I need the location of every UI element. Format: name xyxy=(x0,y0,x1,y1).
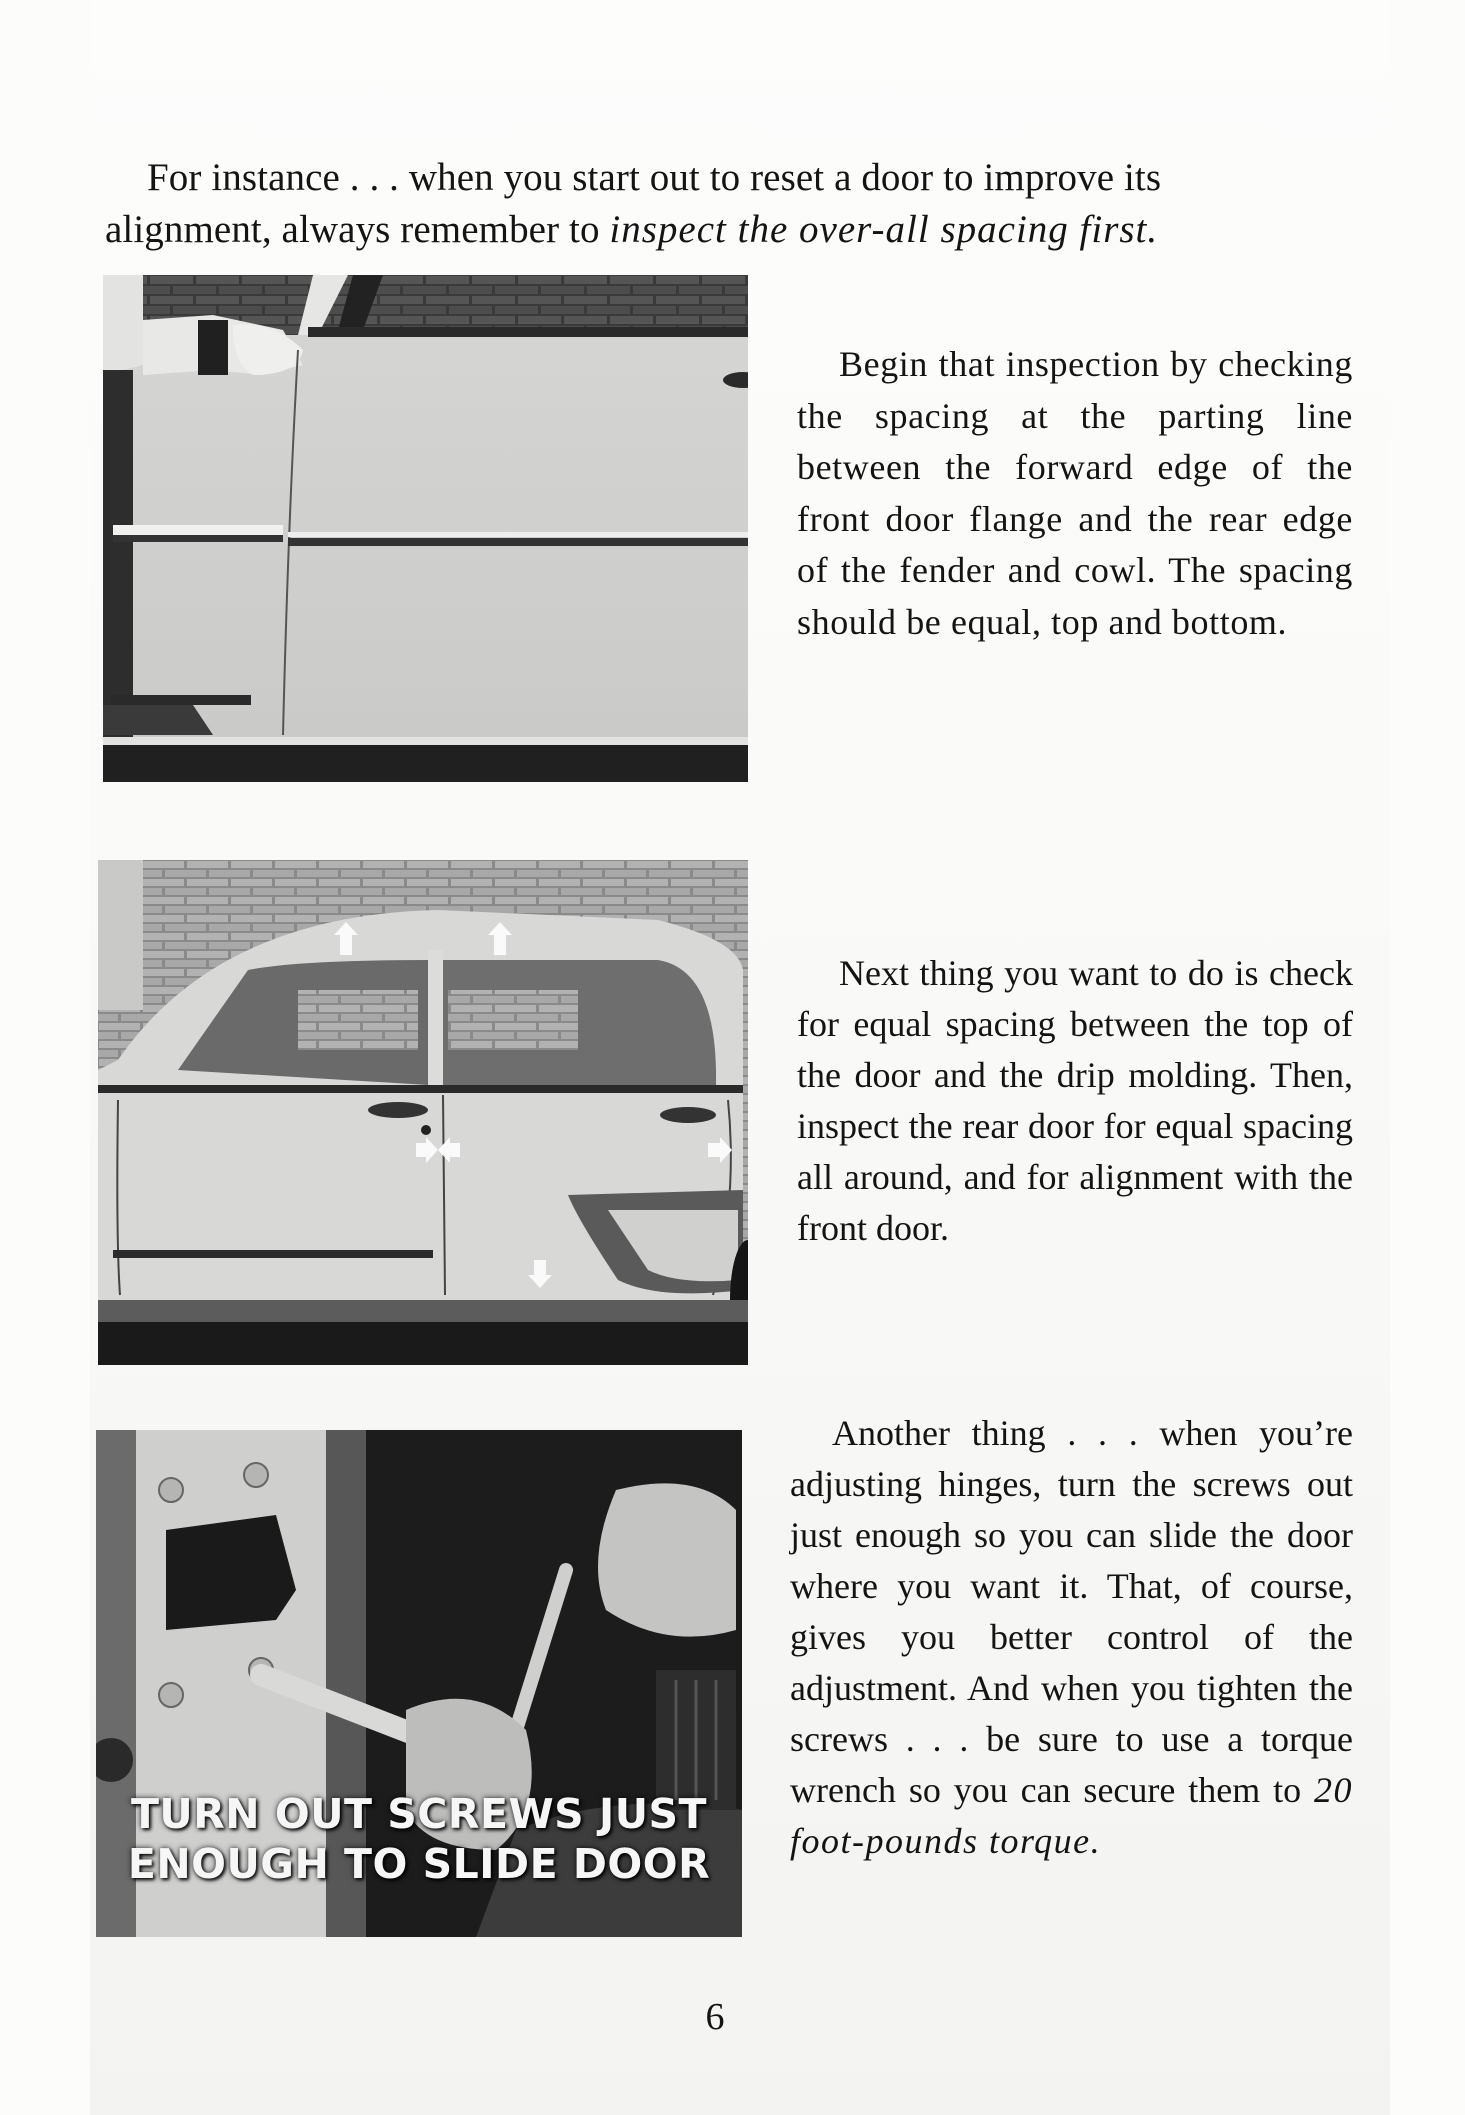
photo-hinge-torque-wrench xyxy=(96,1430,742,1937)
photo-caption-line-1: TURN OUT SCREWS JUST xyxy=(130,1790,708,1838)
intro-line-1: For instance . . . when you start out to reset a door to improve its xyxy=(147,156,1162,199)
paragraph-drip-molding xyxy=(797,948,1353,1254)
paragraph-3-text: Another thing . . . when you’re adjusting hinges, turn the screws out just enough so you can slide the door where you want it. That, of course, gives you better control of the adjustment. And when you tighten the screws . . . be sure to use a torque wrench so you can secure them to xyxy=(790,1413,1353,1810)
intro-emphasis: inspect the over-all spacing first. xyxy=(609,208,1159,251)
photo-caption-line-2: ENOUGH TO SLIDE DOOR xyxy=(127,1840,711,1888)
paragraph-3 xyxy=(790,1408,1353,1867)
photo-caption xyxy=(96,1789,742,1889)
intro-line-2-text: alignment, always remember to xyxy=(105,208,610,251)
photo-sedan-door-spacing xyxy=(98,860,748,1365)
photo-1-illustration xyxy=(103,275,748,782)
intro-line-2 xyxy=(105,204,1365,256)
photo-fender-door-parting-line xyxy=(103,275,748,782)
intro-paragraph xyxy=(105,152,1365,256)
paragraph-2-text: Next thing you want to do is check for equal spacing between the top of the door and the drip molding. Then, inspect the rear door for equal spacing all around, and for alignment with the front door. xyxy=(797,953,1353,1248)
photo-2-illustration xyxy=(98,860,748,1365)
paragraph-hinge-adjustment xyxy=(790,1408,1353,1867)
paragraph-spacing-inspection xyxy=(797,339,1353,648)
paragraph-1-text: Begin that inspection by checking the spacing at the parting line between the forward edge of the front door flange and the rear edge of the fender and cowl. The spacing should be equal, top and bottom. xyxy=(797,344,1353,642)
torque-spec-emphasis: 20 foot-pounds torque. xyxy=(790,1770,1353,1861)
page-number: 6 xyxy=(705,1996,725,2038)
